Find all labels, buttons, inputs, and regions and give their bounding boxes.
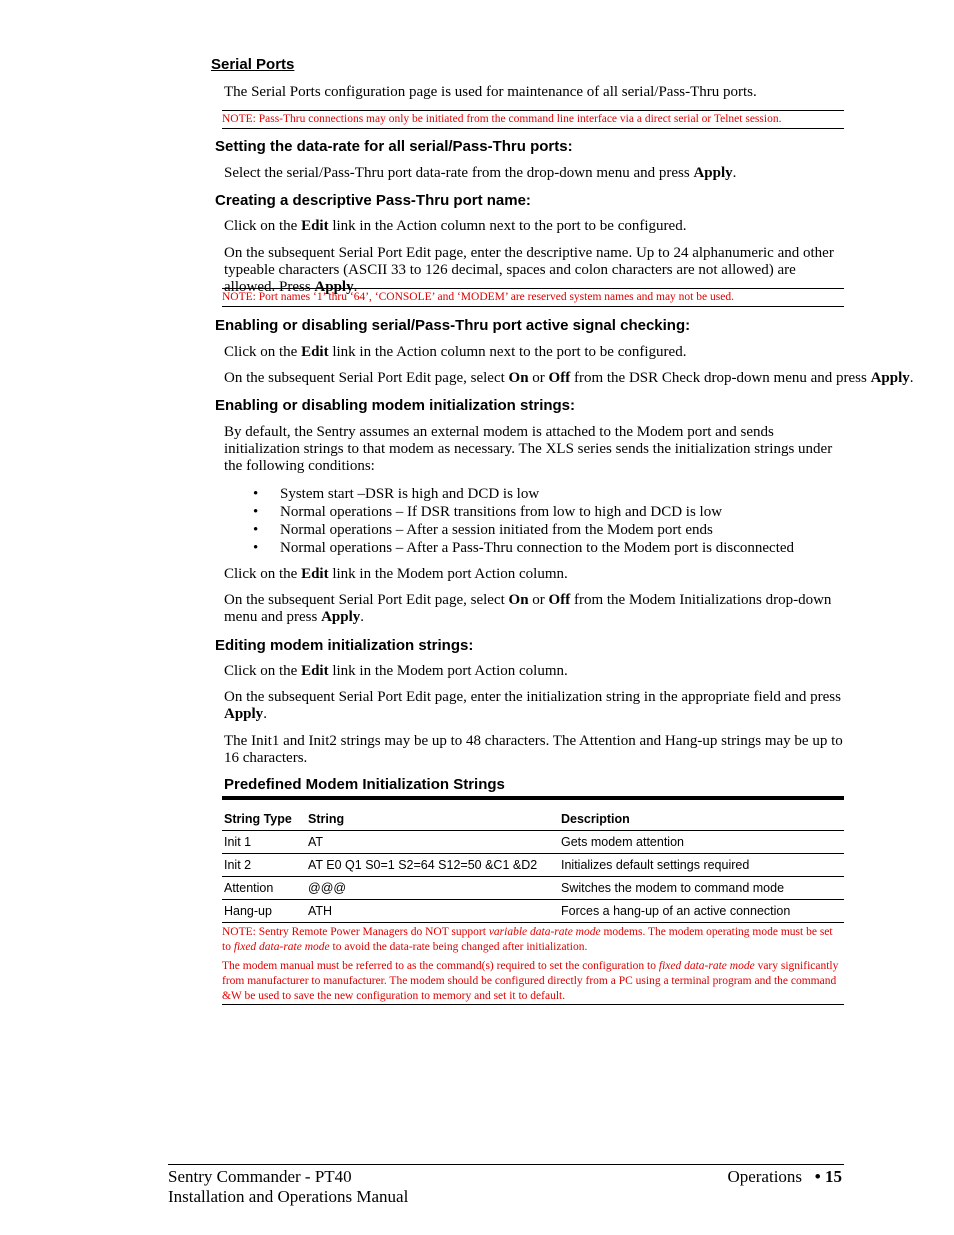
table-row — [222, 900, 844, 923]
page-number: 15 — [825, 1167, 842, 1186]
cell-description: Forces a hang-up of an active connection — [559, 900, 844, 923]
editing-paragraph-1: Click on the Edit link in the Modem port Action column. — [224, 663, 568, 679]
signal-paragraph-1: Click on the Edit link in the Action column next to the port to be configured. — [224, 344, 687, 360]
heading-modem-init: Enabling or disabling modem initialization strings: — [215, 397, 576, 414]
cell-description: Initializes default settings required — [559, 854, 844, 877]
note-rule-bottom-2 — [222, 306, 844, 307]
column-header-description: Description — [559, 798, 844, 831]
cell-string-type: Attention — [222, 877, 306, 900]
note-pass-thru: NOTE: Pass-Thru connections may only be initiated from the command line interface via a direct serial or Telnet session. — [222, 113, 782, 125]
cell-string: @@@ — [306, 877, 559, 900]
footer-section: Operations — [727, 1167, 803, 1186]
note-reserved-names: NOTE: Port names ‘1’ thru ‘64’, ‘CONSOLE’ and ‘MODEM’ are reserved system names and may not be used. — [222, 291, 734, 303]
cell-string: AT E0 Q1 S0=1 S2=64 S12=50 &C1 &D2 — [306, 854, 559, 877]
list-item: • Normal operations – If DSR transitions from low to high and DCD is low — [253, 504, 723, 520]
init-strings-table — [222, 796, 844, 923]
footer-product: Sentry Commander - PT40 — [168, 1167, 352, 1186]
modem-init-paragraph-1: By default, the Sentry assumes an external modem is attached to the Modem port and sends initialization strings to that modem as necessary. The XLS series sends the initialization strings under the following conditions: — [224, 424, 833, 474]
footer-page-info — [727, 1167, 842, 1187]
cell-string: ATH — [306, 900, 559, 923]
table-header-row — [222, 798, 844, 831]
cell-description: Switches the modem to command mode — [559, 877, 844, 900]
note-rule-bottom — [222, 128, 844, 129]
table-row — [222, 831, 844, 854]
cell-string-type: Init 1 — [222, 831, 306, 854]
note-variable-data-rate: NOTE: Sentry Remote Power Managers do NOT support variable data-rate mode modems. The modem operating mode must be set to fixed data-rate mode to avoid the data-rate being changed after initialization. — [222, 926, 833, 953]
heading-data-rate: Setting the data-rate for all serial/Pass-Thru ports: — [215, 138, 573, 155]
data-rate-paragraph: Select the serial/Pass-Thru port data-rate from the drop-down menu and press Apply. — [224, 165, 737, 181]
editing-paragraph-2: On the subsequent Serial Port Edit page, enter the initialization string in the appropriate field and press Apply. — [224, 689, 841, 722]
column-header-string: String — [306, 798, 559, 831]
list-item: • System start –DSR is high and DCD is low — [253, 486, 540, 502]
footer-rule — [168, 1164, 844, 1165]
cell-description: Gets modem attention — [559, 831, 844, 854]
modem-init-paragraph-3: On the subsequent Serial Port Edit page, select On or Off from the Modem Initializations drop-down menu and press Apply. — [224, 592, 832, 625]
table-row — [222, 877, 844, 900]
list-item: • Normal operations – After a session initiated from the Modem port ends — [253, 522, 713, 538]
list-item: • Normal operations – After a Pass-Thru connection to the Modem port is disconnected — [253, 540, 795, 556]
note-rule-top-2 — [222, 288, 844, 289]
footer-manual-title — [168, 1167, 408, 1207]
column-header-string-type: String Type — [222, 798, 306, 831]
footer-bullet: • — [814, 1167, 821, 1186]
cell-string-type: Init 2 — [222, 854, 306, 877]
port-name-paragraph-2: On the subsequent Serial Port Edit page, enter the descriptive name. Up to 24 alphanumeric and other typeable characters (ASCII 33 to 126 decimal, spaces and colon characters are not allowed) are allowed. Press Apply. — [224, 245, 834, 295]
intro-paragraph: The Serial Ports configuration page is used for maintenance of all serial/Pass-Thru ports. — [224, 84, 757, 100]
conditions-list — [250, 485, 794, 557]
section-title: Serial Ports — [211, 56, 295, 73]
table-row — [222, 854, 844, 877]
note-modem-manual: The modem manual must be referred to as the command(s) required to set the configuration to fixed data-rate mode vary significantly from manufacturer to manufacturer. The modem should be configured directly from a PC using a terminal program and the command &W be used to save the new configuration to memory and set it to default. — [222, 960, 839, 1002]
heading-port-name: Creating a descriptive Pass-Thru port name: — [215, 192, 531, 209]
heading-editing-strings: Editing modem initialization strings: — [215, 637, 474, 654]
signal-paragraph-2: On the subsequent Serial Port Edit page, select On or Off from the DSR Check drop-down menu and press Apply. — [224, 370, 914, 386]
notes-rule-top — [222, 922, 844, 923]
port-name-paragraph-1: Click on the Edit link in the Action column next to the port to be configured. — [224, 218, 687, 234]
notes-rule-bottom — [222, 1004, 844, 1005]
cell-string-type: Hang-up — [222, 900, 306, 923]
heading-signal-checking: Enabling or disabling serial/Pass-Thru port active signal checking: — [215, 317, 691, 334]
modem-init-paragraph-2: Click on the Edit link in the Modem port Action column. — [224, 566, 568, 582]
cell-string: AT — [306, 831, 559, 854]
editing-paragraph-3: The Init1 and Init2 strings may be up to 48 characters. The Attention and Hang-up strings may be up to 16 characters. — [224, 733, 843, 766]
note-rule-top — [222, 110, 844, 111]
footer-manual: Installation and Operations Manual — [168, 1187, 409, 1206]
table-title: Predefined Modem Initialization Strings — [224, 776, 505, 793]
